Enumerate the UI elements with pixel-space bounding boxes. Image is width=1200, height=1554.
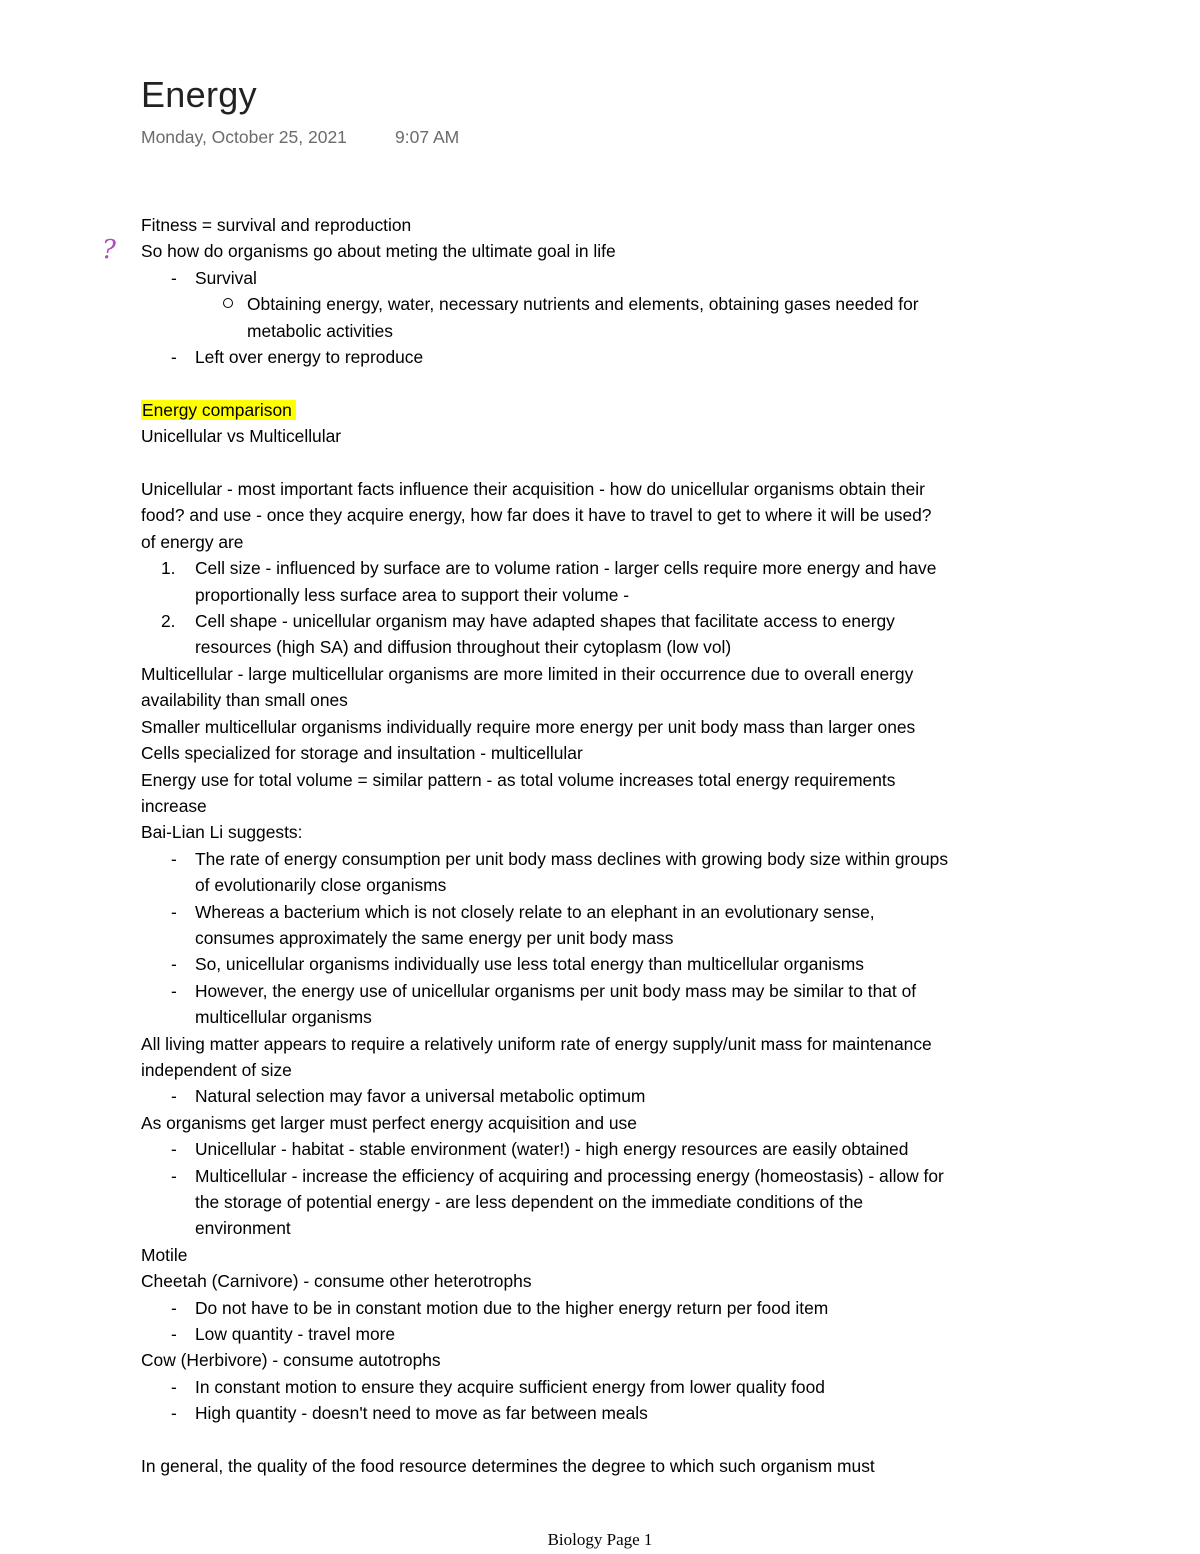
item-text-line: Obtaining energy, water, necessary nutrients and elements, obtaining gases needed for [247, 294, 919, 315]
item-text-line: Low quantity - travel more [195, 1324, 396, 1345]
item-text-line: Left over energy to reproduce [195, 347, 424, 368]
dash-marker: - [171, 1165, 177, 1186]
dash-bullet-item [141, 1374, 1071, 1400]
item-text-line: So, unicellular organisms individually use less total energy than multicellular organisms [195, 954, 864, 975]
dash-marker: - [171, 954, 177, 975]
item-text-line: Survival [195, 267, 257, 288]
dash-marker: - [171, 848, 177, 869]
item-text-line: Whereas a bacterium which is not closely relate to an elephant in an evolutionary sense, [195, 901, 875, 922]
note-line: All living matter appears to require a relatively uniform rate of energy supply/unit mass for maintenance [141, 1033, 932, 1054]
dash-bullet-item [141, 951, 1071, 977]
note-body[interactable] [141, 212, 1071, 1479]
dash-bullet-item [141, 1083, 1071, 1109]
dash-marker: - [171, 1376, 177, 1397]
note-line: Cells specialized for storage and insultation - multicellular [141, 743, 583, 764]
dash-bullet-item [141, 1321, 1071, 1347]
note-line: So how do organisms go about meting the ultimate goal in life [141, 241, 616, 262]
numbered-item [141, 555, 1071, 608]
item-text-line: Cell size - influenced by surface are to volume ration - larger cells require more energy and have [195, 558, 937, 579]
dash-marker: - [171, 901, 177, 922]
dash-marker: - [171, 1324, 177, 1345]
note-line: As organisms get larger must perfect energy acquisition and use [141, 1112, 637, 1133]
item-text-line: Cell shape - unicellular organism may have adapted shapes that facilitate access to energy [195, 611, 895, 632]
page-time: 9:07 AM [395, 127, 460, 147]
item-text-line: proportionally less surface area to support their volume - [195, 584, 630, 605]
note-line: Energy use for total volume = similar pattern - as total volume increases total energy requirements [141, 769, 896, 790]
item-text-line: The rate of energy consumption per unit body mass declines with growing body size within groups [195, 848, 949, 869]
note-line: Unicellular - most important facts influence their acquisition - how do unicellular organisms obtain their [141, 479, 925, 500]
number-marker: 1. [161, 558, 176, 579]
note-line: availability than small ones [141, 690, 348, 711]
page-footer: Biology Page 1 [547, 1530, 653, 1549]
item-text-line: Unicellular - habitat - stable environment (water!) - high energy resources are easily obtained [195, 1139, 909, 1160]
highlighted-text: Energy comparison [141, 400, 296, 420]
dash-bullet-item [141, 344, 1071, 370]
item-text-line: Natural selection may favor a universal metabolic optimum [195, 1086, 646, 1107]
dash-marker: - [171, 267, 177, 288]
dash-bullet-item [141, 846, 1071, 899]
note-line: Motile [141, 1244, 188, 1265]
note-line: In general, the quality of the food resource determines the degree to which such organism must [141, 1456, 875, 1477]
circle-marker [223, 298, 233, 308]
circle-bullet-item [141, 291, 1071, 344]
item-text-line: the storage of potential energy - are less dependent on the immediate conditions of the [195, 1192, 864, 1212]
dash-bullet-item [141, 1136, 1071, 1162]
question-ink-annotation: ? [102, 235, 116, 265]
dash-bullet-item [141, 1295, 1071, 1321]
note-line: food? and use - once they acquire energy, how far does it have to travel to get to where it will be used? [141, 505, 932, 526]
dash-marker: - [171, 1086, 177, 1107]
dash-bullet-item [141, 1163, 1071, 1242]
item-text-line: High quantity - doesn't need to move as far between meals [195, 1403, 648, 1424]
note-heading-highlighted [141, 397, 1071, 423]
dash-bullet-item [141, 1400, 1071, 1426]
note-line: Cheetah (Carnivore) - consume other heterotrophs [141, 1271, 532, 1292]
item-text-line: environment [195, 1218, 291, 1239]
blank-line [141, 1427, 1071, 1453]
dash-marker: - [171, 980, 177, 1001]
dash-marker: - [171, 1297, 177, 1318]
dash-bullet-item [141, 265, 1071, 291]
dash-bullet-item [141, 899, 1071, 952]
number-marker: 2. [161, 611, 176, 632]
page-date: Monday, October 25, 2021 [141, 127, 347, 147]
item-text-line: However, the energy use of unicellular organisms per unit body mass may be similar to that of [195, 980, 917, 1001]
blank-line [141, 370, 1071, 396]
item-text-line: consumes approximately the same energy per unit body mass [195, 927, 674, 948]
item-text-line: of evolutionarily close organisms [195, 875, 447, 896]
note-line: independent of size [141, 1059, 292, 1080]
blank-line [141, 450, 1071, 476]
note-line: Unicellular vs Multicellular [141, 426, 342, 447]
note-line: increase [141, 795, 207, 816]
item-text-line: Multicellular - increase the efficiency of acquiring and processing energy (homeostasis) - allow for [195, 1165, 944, 1186]
note-line: Fitness = survival and reproduction [141, 215, 412, 235]
note-line: Cow (Herbivore) - consume autotrophs [141, 1350, 441, 1371]
item-text-line: metabolic activities [247, 320, 393, 341]
dash-marker: - [171, 347, 177, 368]
note-line: Multicellular - large multicellular organisms are more limited in their occurrence due to overall energy [141, 663, 914, 684]
dash-marker: - [171, 1403, 177, 1424]
note-line: Smaller multicellular organisms individually require more energy per unit body mass than larger ones [141, 716, 916, 737]
item-text-line: resources (high SA) and diffusion throughout their cytoplasm (low vol) [195, 637, 732, 658]
item-text-line: multicellular organisms [195, 1007, 372, 1028]
note-line: Bai-Lian Li suggests: [141, 822, 303, 843]
page-title: Energy [141, 74, 257, 115]
dash-bullet-item [141, 978, 1071, 1031]
dash-marker: - [171, 1139, 177, 1160]
note-line: of energy are [141, 531, 244, 552]
page-metadata [141, 127, 460, 148]
item-text-line: Do not have to be in constant motion due to the higher energy return per food item [195, 1297, 829, 1318]
numbered-item [141, 608, 1071, 661]
item-text-line: In constant motion to ensure they acquire sufficient energy from lower quality food [195, 1376, 825, 1397]
